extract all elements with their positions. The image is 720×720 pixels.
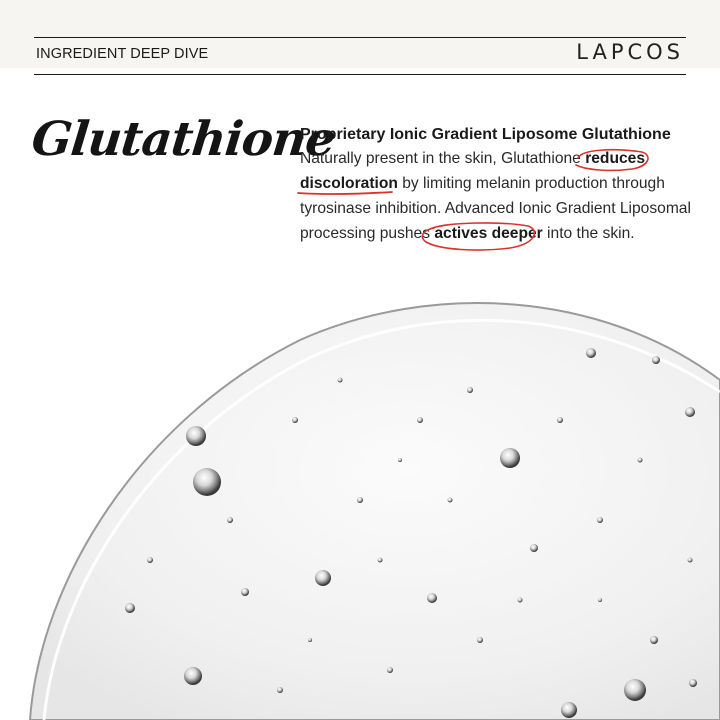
section-label: INGREDIENT DEEP DIVE — [36, 46, 209, 62]
highlight-reduces: reduces — [585, 150, 645, 167]
body-text-1: Naturally present in the skin, Glutathione — [300, 150, 586, 167]
gel-edge — [30, 303, 720, 720]
body-text-2: by limiting melanin production through tyrosinase inhibition. Advanced Ionic Gradient Liposomal processing pushes — [300, 175, 691, 242]
highlight-actives-deeper: actives deeper — [434, 225, 543, 242]
brand-logo: LAPCOS — [576, 40, 684, 64]
ingredient-name-heading: Glutathione — [29, 112, 338, 167]
body-text-3: into the skin. — [542, 225, 635, 242]
highlight-discoloration: discoloration — [300, 175, 398, 192]
ingredient-title: Proprietary Ionic Gradient Liposome Glutathione — [300, 126, 671, 143]
